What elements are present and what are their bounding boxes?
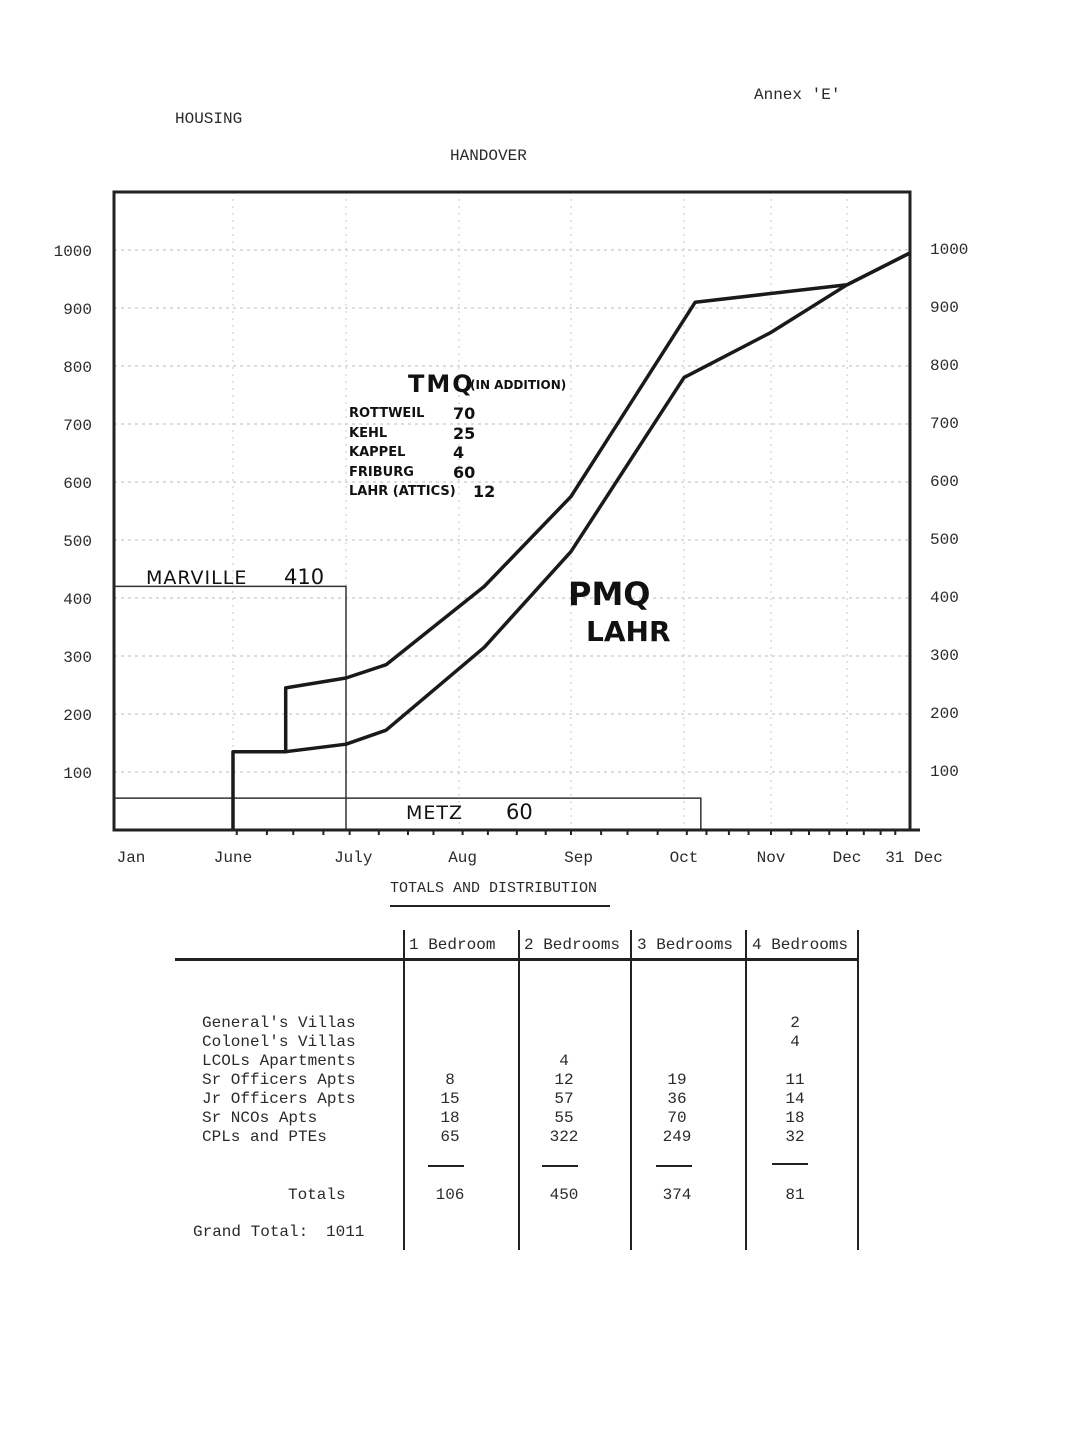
tmq-place: LAHR (ATTICS) (349, 484, 456, 499)
chart-frame (114, 192, 910, 830)
header-4-bedrooms: 4 Bedrooms (752, 936, 849, 954)
row-value: 4 (559, 1052, 569, 1070)
y-tick-label-left: 300 (63, 649, 92, 667)
sum-rule-1 (428, 1165, 464, 1167)
x-tick-label: Oct (669, 849, 699, 867)
row-label: Sr Officers Apts (202, 1071, 356, 1089)
section-title: HOUSING (175, 110, 243, 128)
tmq-list-item (349, 443, 465, 462)
table-row (0, 1033, 1065, 1052)
sum-rule-4 (772, 1163, 808, 1165)
y-tick-label-left: 800 (63, 359, 92, 377)
y-tick-label-right: 900 (930, 299, 959, 317)
y-tick-label-right: 600 (930, 473, 959, 491)
y-tick-label-left: 100 (63, 765, 92, 783)
row-value: 4 (790, 1033, 800, 1051)
y-tick-label-right: 1000 (930, 241, 969, 259)
row-value: 55 (554, 1109, 574, 1127)
tmq-count: 4 (453, 443, 465, 462)
totals-row (0, 1186, 1065, 1205)
x-tick-label: Jan (116, 849, 146, 867)
x-tick-label: July (334, 849, 373, 867)
row-label: CPLs and PTEs (202, 1128, 327, 1146)
tmq-place: ROTTWEIL (349, 406, 425, 421)
header-1-bedroom: 1 Bedroom (409, 936, 496, 954)
row-value: 322 (549, 1128, 579, 1146)
y-tick-label-right: 800 (930, 357, 959, 375)
total-2-bedrooms: 450 (549, 1186, 579, 1204)
y-tick-label-right: 100 (930, 763, 959, 781)
grand-total-label: Grand Total: (193, 1223, 309, 1241)
y-tick-label-left: 500 (63, 533, 92, 551)
row-label: General's Villas (202, 1014, 356, 1032)
x-tick-label: Nov (756, 849, 786, 867)
table-row (0, 1128, 1065, 1147)
marville-value: 410 (284, 565, 325, 589)
table-row (0, 1071, 1065, 1090)
marville-label: MARVILLE (146, 567, 248, 589)
tmq-subtitle (470, 372, 566, 397)
x-tick-label: Aug (448, 849, 478, 867)
row-value: 2 (790, 1014, 800, 1032)
tmq-place: FRIBURG (349, 464, 414, 480)
total-4-bedrooms: 81 (785, 1186, 805, 1204)
row-label: LCOLs Apartments (202, 1052, 356, 1070)
row-value: 32 (785, 1128, 805, 1146)
tmq-count: 12 (473, 482, 496, 501)
chart-title: HANDOVER (450, 147, 527, 165)
grand-total-value: 1011 (326, 1223, 365, 1241)
table-row (0, 1052, 1065, 1071)
x-tick-label: Dec (832, 849, 862, 867)
row-value: 36 (667, 1090, 687, 1108)
y-tick-label-right: 300 (930, 647, 959, 665)
table-top-rule (175, 958, 859, 961)
row-value: 14 (785, 1090, 805, 1108)
row-value: 249 (662, 1128, 692, 1146)
y-tick-label-right: 500 (930, 531, 959, 549)
row-value: 18 (440, 1109, 460, 1127)
table-row (0, 1014, 1065, 1033)
table-title-underline (390, 905, 610, 907)
tmq-list-item (349, 423, 476, 443)
tmq-count: 25 (453, 423, 476, 443)
totals-label: Totals (288, 1186, 346, 1204)
tmq-place: KEHL (349, 425, 388, 441)
x-tick-label: June (213, 849, 253, 867)
lahr-label: LAHR (586, 615, 671, 648)
annex-label: Annex 'E' (754, 86, 841, 104)
row-value: 19 (667, 1071, 687, 1089)
table-row (0, 1109, 1065, 1128)
row-value: 70 (667, 1109, 687, 1127)
x-tick-label: Sep (564, 849, 593, 867)
total-1-bedroom: 106 (435, 1186, 465, 1204)
row-label: Jr Officers Apts (202, 1090, 356, 1108)
row-label: Colonel's Villas (202, 1033, 356, 1051)
tmq-list-item (349, 482, 496, 501)
tmq-list-item (349, 404, 476, 423)
row-value: 12 (554, 1071, 574, 1089)
row-value: 8 (445, 1071, 455, 1089)
table-title: TOTALS AND DISTRIBUTION (390, 880, 598, 897)
header-3-bedrooms: 3 Bedrooms (637, 936, 734, 954)
y-tick-label-right: 700 (930, 415, 959, 433)
header-2-bedrooms: 2 Bedrooms (524, 936, 621, 954)
marville-band (114, 586, 346, 830)
row-value: 65 (440, 1128, 460, 1146)
table-row (0, 1090, 1065, 1109)
y-tick-label-left: 600 (63, 475, 92, 493)
row-value: 15 (440, 1090, 460, 1108)
metz-label: METZ (406, 802, 464, 824)
y-tick-label-left: 700 (63, 417, 92, 435)
tmq-subtitle-text: (IN ADDITION) (470, 378, 567, 392)
y-tick-label-left: 900 (63, 301, 92, 319)
y-tick-label-left: 200 (63, 707, 92, 725)
row-label: Sr NCOs Apts (202, 1109, 318, 1127)
row-value: 11 (785, 1071, 805, 1089)
tmq-list-item (349, 462, 476, 482)
total-3-bedrooms: 374 (662, 1186, 692, 1204)
tmq-count: 70 (453, 404, 476, 423)
tmq-title: TMQ (408, 370, 475, 398)
tmq-place: KAPPEL (349, 445, 406, 460)
y-tick-label-right: 400 (930, 589, 959, 607)
y-tick-label-left: 1000 (53, 243, 92, 261)
sum-rule-2 (542, 1165, 578, 1167)
y-tick-label-left: 400 (63, 591, 92, 609)
metz-value: 60 (506, 800, 533, 824)
tmq-count: 60 (453, 462, 476, 482)
row-value: 18 (785, 1109, 805, 1127)
sum-rule-3 (656, 1165, 692, 1167)
y-tick-label-right: 200 (930, 705, 959, 723)
pmq-label: PMQ (568, 575, 651, 613)
row-value: 57 (554, 1090, 574, 1108)
x-tick-label: 31 Dec (885, 849, 943, 867)
grand-total-row (0, 1223, 1065, 1242)
